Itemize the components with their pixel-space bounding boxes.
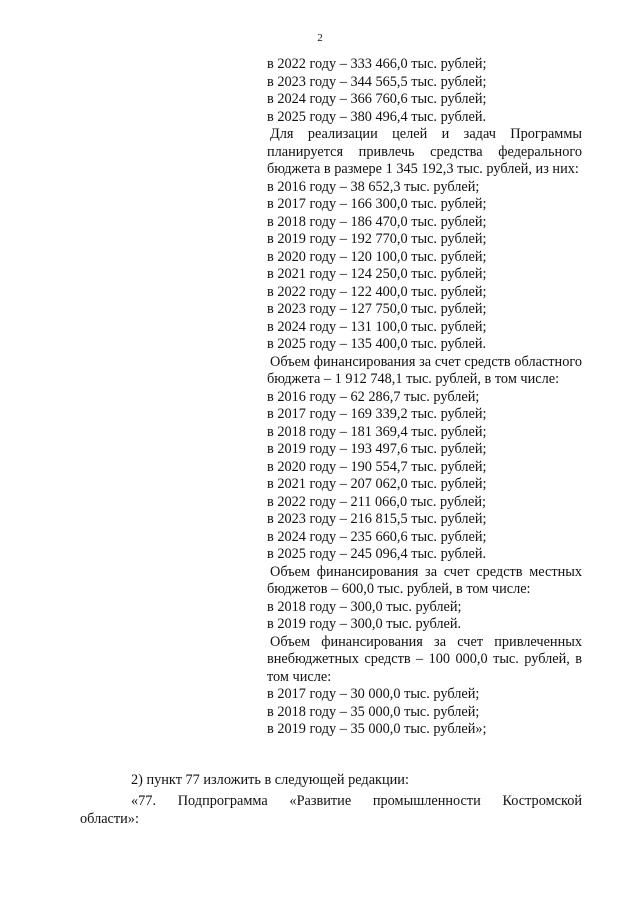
- list-item: в 2017 году – 30 000,0 тыс. рублей;: [267, 686, 480, 702]
- list-item: в 2017 году – 169 339,2 тыс. рублей;: [267, 406, 487, 422]
- list-item: в 2025 году – 380 496,4 тыс. рублей.: [267, 108, 487, 125]
- list-item: в 2016 году – 62 286,7 тыс. рублей;: [267, 388, 480, 405]
- list-item: в 2020 году – 120 100,0 тыс. рублей;: [267, 248, 487, 265]
- local-budget-intro: Объем финансирования за счет средств местных бюджетов – 600,0 тыс. рублей, в том числе:: [267, 563, 582, 597]
- page-number: 2: [317, 32, 323, 44]
- list-item: в 2025 году – 245 096,4 тыс. рублей.: [267, 546, 487, 562]
- document-body: [80, 771, 582, 828]
- list-item: в 2023 году – 344 565,5 тыс. рублей;: [267, 73, 487, 90]
- list-item: в 2019 году – 193 497,6 тыс. рублей;: [267, 441, 487, 457]
- list-item: в 2024 году – 366 760,6 тыс. рублей;: [267, 91, 487, 107]
- amendment-item-2: 2) пункт 77 изложить в следующей редакции:: [131, 772, 409, 788]
- list-item: в 2021 году – 124 250,0 тыс. рублей;: [267, 266, 487, 282]
- extrabudgetary-intro: Объем финансирования за счет привлеченных внебюджетных средств – 100 000,0 тыс. рублей, в том числе:: [267, 633, 582, 685]
- list-item: в 2025 году – 135 400,0 тыс. рублей.: [267, 336, 487, 352]
- list-item: в 2017 году – 166 300,0 тыс. рублей;: [267, 196, 487, 212]
- list-item: в 2024 году – 131 100,0 тыс. рублей;: [267, 318, 487, 335]
- list-item: в 2019 году – 35 000,0 тыс. рублей»;: [267, 721, 487, 737]
- list-item: в 2018 году – 35 000,0 тыс. рублей;: [267, 703, 480, 720]
- list-item: в 2019 году – 192 770,0 тыс. рублей;: [267, 231, 487, 247]
- list-item: в 2016 году – 38 652,3 тыс. рублей;: [267, 178, 480, 195]
- list-item: в 2022 году – 211 066,0 тыс. рублей;: [267, 493, 486, 510]
- list-item: в 2018 году – 300,0 тыс. рублей;: [267, 598, 462, 615]
- subprogram-heading: «77. Подпрограмма «Развитие промышленности Костромской области»:: [80, 793, 582, 827]
- list-item: в 2022 году – 333 466,0 тыс. рублей;: [267, 56, 487, 72]
- list-item: в 2022 году – 122 400,0 тыс. рублей;: [267, 283, 487, 300]
- list-item: в 2020 году – 190 554,7 тыс. рублей;: [267, 458, 487, 475]
- list-item: в 2023 году – 127 750,0 тыс. рублей;: [267, 301, 487, 317]
- federal-budget-intro: Для реализации целей и задач Программы планируется привлечь средства федерального бюджета в размере 1 345 192,3 тыс. рублей, из них:: [267, 126, 582, 177]
- list-item: в 2018 году – 181 369,4 тыс. рублей;: [267, 423, 487, 440]
- list-item: в 2021 году – 207 062,0 тыс. рублей;: [267, 476, 487, 492]
- list-item: в 2023 году – 216 815,5 тыс. рублей;: [267, 511, 487, 527]
- list-item: в 2019 году – 300,0 тыс. рублей.: [267, 616, 462, 632]
- funding-column: [267, 56, 582, 739]
- list-item: в 2018 году – 186 470,0 тыс. рублей;: [267, 213, 487, 230]
- regional-budget-intro: Объем финансирования за счет средств областного бюджета – 1 912 748,1 тыс. рублей, в том числе:: [267, 353, 582, 387]
- list-item: в 2024 году – 235 660,6 тыс. рублей;: [267, 528, 487, 545]
